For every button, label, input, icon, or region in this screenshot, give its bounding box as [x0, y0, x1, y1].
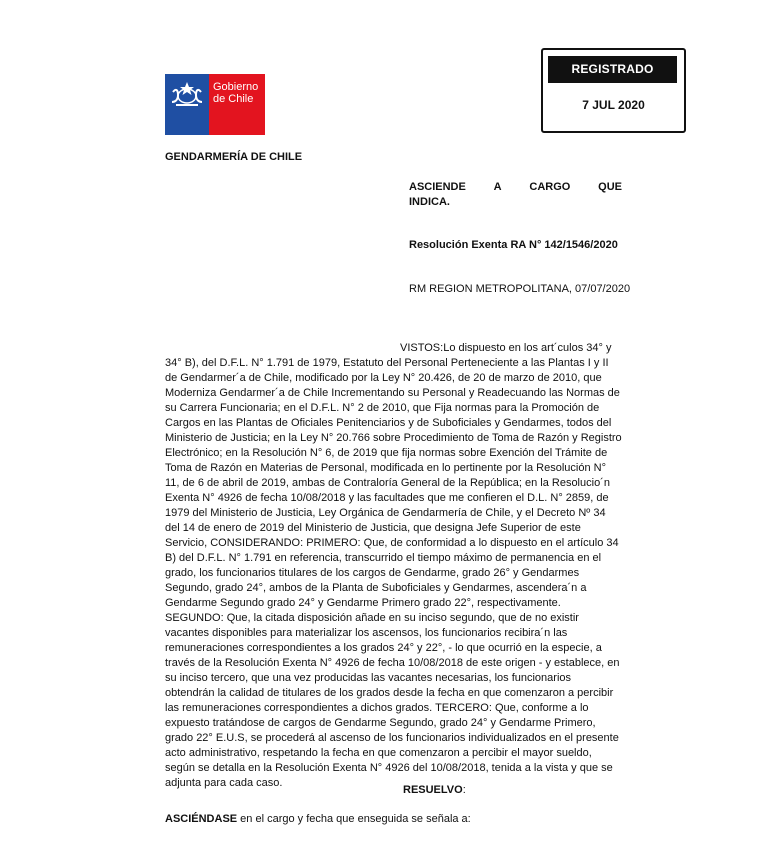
coat-of-arms-icon	[168, 78, 206, 108]
subject-end: INDICA.	[409, 196, 450, 208]
resuelvo-label: RESUELVO	[403, 784, 463, 796]
stamp-label: REGISTRADO	[548, 56, 677, 83]
resuelvo-colon: :	[462, 784, 466, 796]
resolution-number: Resolución Exenta RA N° 142/1546/2020	[409, 239, 618, 251]
registrado-stamp	[541, 48, 686, 133]
asciendase-bold: ASCIÉNDASE	[165, 813, 238, 825]
logo-text	[213, 81, 258, 105]
logo-line-2: de Chile	[213, 93, 254, 105]
vistos-text: VISTOS:Lo dispuesto en los art´culos 34° y 34° B), del D.F.L. N° 1.791 de 1979, Estatuto del Personal Perteneciente a las Plantas I y II de Gendarmer´a de Chile, modificado por la Ley N° 20.426, de 20 de marzo de 2010, que Moderniza Gendarmer´a de Chile Incrementando su Personal y Readecuando las Normas de su Carrera Funcionaria; en el D.F.L. N° 2 de 2010, que Fija normas para la Promoción de Cargos en las Plantas de Oficiales Penitenciarios y de Suboficiales y Gendarmes, todos del Ministerio de Justicia; en la Ley N° 20.766 sobre Procedimiento de Toma de Razón y Registro Electrónico; en la Resolución N° 6, de 2019 que fija normas sobre Exención del Trámite de Toma de Razón en Materias de Personal, modificada en lo pertinente por la Resolución N° 11, de 6 de abril de 2019, ambas de Contraloría General de la República; en la Resolucio´n Exenta N° 4926 de fecha 10/08/2018 y las facultades que me confieren el D.L. N° 2859, de 1979 del Ministerio de Justicia, Ley Orgánica de Gendarmería de Chile, y el Decreto Nº 34 del 14 de enero de 2019 del Ministerio de Justicia, que designa Jefe Superior de este Servicio, CONSIDERANDO: PRIMERO: Que, de conformidad a lo dispuesto en el artículo 34 B) del D.F.L. N° 1.791 en referencia, transcurrido el tiempo máximo de permanencia en el grado, los funcionarios titulares de los cargos de Gendarme, grado 26° y Gendarmes Segundo, grado 24°, ambos de la Planta de Suboficiales y Gendarmes, ascendera´n a Gendarme Segundo grado 24° y Gendarme Primero grado 22°, respectivamente. SEGUNDO: Que, la citada disposición añade en su inciso segundo, que de no existir vacantes disponibles para materializar los ascensos, los funcionarios recibira´n las remuneraciones correspondientes a los grados 24° y 22°, - lo que ocurrió en la especie, a través de la Resolución Exenta N° 4926 de fecha 10/08/2018 de este origen - y establece, en su inciso tercero, que una vez producidas las vacantes necesarias, los funcionarios obtendrán la calidad de titulares de los grados desde la fecha en que comenzaron a percibir las remuneraciones correspondientes a dichos grados. TERCERO: Que, conforme a lo expuesto tratándose de cargos de Gendarme Segundo, grado 24° y Gendarme Primero, grado 22° E.U.S, se procederá al ascenso de los funcionarios individualizados en el presente acto administrativo, respetando la fecha en que comenzaron a percibir el mayor sueldo, según se detalla en la Resolución Exenta N° 4926 del 10/08/2018, tenida a la vista y que se adjunta para cada caso.	[165, 342, 622, 789]
asciendase-line	[165, 813, 471, 825]
subject-word: ASCIENDE	[409, 181, 466, 193]
gobierno-de-chile-logo	[165, 74, 265, 135]
stamp-date: 7 JUL 2020	[582, 98, 645, 112]
organization-name: GENDARMERÍA DE CHILE	[165, 151, 303, 163]
logo-line-1: Gobierno	[213, 81, 259, 93]
resuelvo-heading	[403, 784, 466, 796]
asciendase-rest: en el cargo y fecha que enseguida se señala a:	[237, 813, 471, 825]
subject-word: A	[493, 181, 502, 193]
subject-word: QUE	[598, 181, 622, 193]
document-subject	[409, 180, 622, 210]
place-date: RM REGION METROPOLITANA, 07/07/2020	[409, 283, 631, 295]
vistos-paragraph	[165, 341, 622, 791]
subject-word: CARGO	[529, 181, 571, 193]
